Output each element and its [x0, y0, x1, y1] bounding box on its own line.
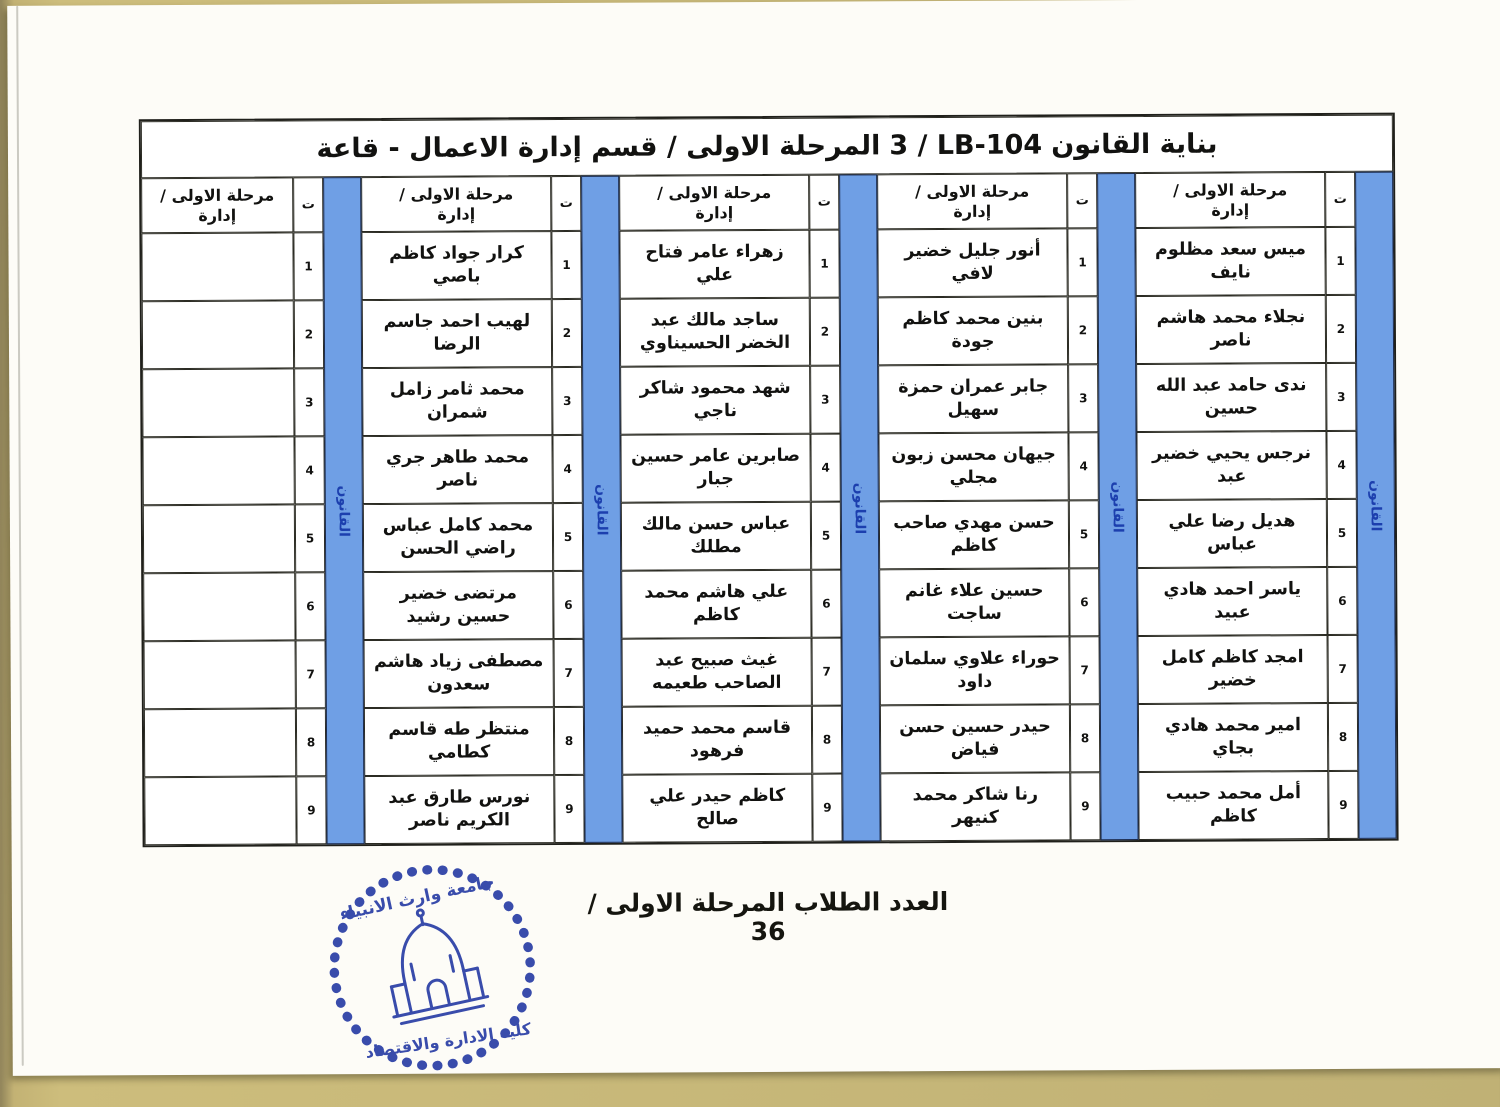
student-name-cell: نجلاء محمد هاشم ناصر [1136, 295, 1326, 364]
row-number-cell: 5 [295, 504, 325, 572]
student-name-cell [144, 640, 296, 709]
student-name-cell: أمل محمد حبيب كاظم [1138, 771, 1328, 840]
seq-header-cell: ت [1067, 173, 1097, 228]
stamp-bottom-text: كلية الادارة والاقتصاد [364, 1019, 533, 1062]
row-number-cell: 6 [811, 570, 841, 638]
student-name-cell: رنا شاكر محمد كنيهر [880, 772, 1070, 841]
row-number-cell: 6 [1069, 568, 1099, 636]
row-number-cell: 4 [552, 435, 582, 503]
student-name-cell: حسين علاء غانم ساجت [879, 568, 1069, 637]
law-building-strip [1355, 172, 1396, 839]
student-name-cell: علي هاشم محمد كاظم [621, 570, 811, 639]
mosque-dome-icon [373, 900, 490, 1025]
row-number-cell: 3 [552, 367, 582, 435]
strip-label: القانون [335, 484, 352, 537]
row-number-cell: 1 [1067, 228, 1097, 296]
row-number-cell: 5 [1327, 499, 1357, 567]
student-name-cell: ندى حامد عبد الله حسين [1136, 363, 1326, 432]
title-stage: بناية القانون [1051, 128, 1218, 161]
column-header-cell: مرحلة الاولى / إدارة [877, 173, 1067, 229]
stamp-graphic [299, 834, 566, 1101]
row-number-cell: 8 [296, 708, 326, 776]
student-name-cell [143, 572, 295, 641]
student-name-cell: مرتضى خضير حسين رشيد [363, 571, 553, 640]
page-title [141, 115, 1393, 179]
title-room-code: 3 / LB-104 [889, 129, 1043, 162]
row-number-cell: 2 [552, 299, 582, 367]
student-name-cell: نرجس يحيي خضير عبد [1136, 431, 1326, 500]
column-header-cell: مرحلة الاولى / إدارة [361, 176, 551, 232]
law-building-strip [581, 176, 622, 843]
student-name-cell [141, 232, 293, 301]
row-number-cell: 6 [553, 571, 583, 639]
student-name-cell: كاظم حيدر علي صالح [622, 774, 812, 843]
row-number-cell: 9 [296, 776, 326, 844]
row-number-cell: 4 [294, 436, 324, 504]
student-name-cell [142, 368, 294, 437]
seq-header-cell: ت [551, 176, 581, 231]
student-name-cell: شهد محمود شاكر ناجي [620, 366, 810, 435]
student-name-cell: جيهان محسن زبون مجلي [878, 432, 1068, 501]
row-number-cell: 6 [295, 572, 325, 640]
row-number-cell: 8 [1328, 703, 1358, 771]
student-name-cell [144, 776, 296, 845]
student-name-cell: محمد ثامر زامل شمران [362, 367, 552, 436]
row-number-cell: 7 [1070, 636, 1100, 704]
column-header-cell: مرحلة الاولى / إدارة [619, 175, 809, 231]
law-building-strip [1097, 173, 1138, 840]
row-number-cell: 7 [296, 640, 326, 708]
row-number-cell: 9 [812, 774, 842, 842]
strip-label: القانون [593, 483, 610, 536]
law-building-strip [323, 177, 364, 844]
row-number-cell: 8 [554, 707, 584, 775]
student-name-cell [142, 300, 294, 369]
strip-label: القانون [1367, 479, 1384, 531]
student-name-cell: نورس طارق عبد الكريم ناصر [364, 775, 554, 844]
student-name-cell: هديل رضا علي عباس [1137, 499, 1327, 568]
row-number-cell: 4 [1326, 431, 1356, 499]
student-name-cell: عباس حسن مالك مطلك [621, 502, 811, 571]
scanned-sheet [7, 0, 1500, 1076]
column-header-cell: مرحلة الاولى / إدارة [141, 177, 293, 233]
roster-table [139, 113, 1399, 848]
student-name-cell: محمد طاهر جري ناصر [362, 435, 552, 504]
strip-label: القانون [851, 482, 868, 534]
student-name-cell: مصطفى زياد هاشم سعدون [364, 639, 554, 708]
row-number-cell: 8 [1070, 704, 1100, 772]
student-name-cell: لهيب احمد جاسم الرضا [362, 299, 552, 368]
student-name-cell: صابرين عامر حسين جبار [620, 434, 810, 503]
page-fold-line [16, 6, 24, 1066]
student-name-cell: حسن مهدي صاحب كاظم [879, 500, 1069, 569]
row-number-cell: 4 [810, 434, 840, 502]
row-number-cell: 4 [1068, 432, 1098, 500]
student-name-cell: زهراء عامر فتاح علي [619, 230, 809, 299]
row-number-cell: 2 [294, 300, 324, 368]
row-number-cell: 6 [1327, 567, 1357, 635]
university-stamp [299, 834, 566, 1101]
row-number-cell: 5 [1069, 500, 1099, 568]
row-number-cell: 3 [1326, 363, 1356, 431]
student-name-cell: بنين محمد كاظم جودة [878, 296, 1068, 365]
row-number-cell: 1 [293, 232, 323, 300]
student-count-text: العدد الطلاب المرحلة الاولى / 36 [587, 887, 949, 947]
student-name-cell: كرار جواد كاظم باصي [361, 231, 551, 300]
row-number-cell: 9 [554, 775, 584, 843]
row-number-cell: 1 [809, 230, 839, 298]
student-name-cell: قاسم محمد حميد فرهود [622, 706, 812, 775]
student-name-cell: أنور جليل خضير لافي [877, 228, 1067, 297]
row-number-cell: 3 [1068, 364, 1098, 432]
row-number-cell: 2 [1068, 296, 1098, 364]
row-number-cell: 7 [1328, 635, 1358, 703]
seq-header-cell: ت [809, 175, 839, 230]
title-building: المرحلة الاولى / قسم إدارة الاعمال - قاعة [316, 130, 881, 165]
row-number-cell: 9 [1328, 771, 1358, 839]
row-number-cell: 5 [553, 503, 583, 571]
student-name-cell: امير محمد هادي بجاي [1138, 703, 1328, 772]
student-name-cell: جابر عمران حمزة سهيل [878, 364, 1068, 433]
row-number-cell: 3 [294, 368, 324, 436]
row-number-cell: 9 [1070, 772, 1100, 840]
row-number-cell: 1 [1325, 227, 1355, 295]
column-header-cell: مرحلة الاولى / إدارة [1135, 172, 1325, 228]
seq-header-cell: ت [293, 177, 323, 232]
student-name-cell [144, 708, 296, 777]
seq-header-cell: ت [1325, 172, 1355, 227]
student-name-cell [142, 436, 294, 505]
row-number-cell: 2 [810, 298, 840, 366]
row-number-cell: 5 [811, 502, 841, 570]
strip-label: القانون [1109, 480, 1126, 533]
row-number-cell: 8 [812, 706, 842, 774]
student-name-cell: حيدر حسين حسن فياض [880, 704, 1070, 773]
student-name-cell: ياسر احمد هادي عبيد [1137, 567, 1327, 636]
stamp-top-text: جامعة وارث الانبياء [337, 871, 497, 925]
row-number-cell: 1 [551, 231, 581, 299]
student-name-cell: ميس سعد مظلوم نايف [1135, 227, 1325, 296]
student-name-cell: حوراء علاوي سلمان داود [880, 636, 1070, 705]
law-building-strip [839, 174, 880, 841]
row-number-cell: 7 [812, 638, 842, 706]
student-name-cell: منتظر طه قاسم كطامي [364, 707, 554, 776]
student-name-cell: ساجد مالك عبد الخضر الحسيناوي [620, 298, 810, 367]
student-name-cell: امجد كاظم كامل خضير [1138, 635, 1328, 704]
row-number-cell: 7 [554, 639, 584, 707]
student-name-cell: غيث صبيح عبد الصاحب طعيمه [622, 638, 812, 707]
student-name-cell: محمد كامل عباس راضي الحسن [363, 503, 553, 572]
row-number-cell: 2 [1326, 295, 1356, 363]
row-number-cell: 3 [810, 366, 840, 434]
student-name-cell [143, 504, 295, 573]
